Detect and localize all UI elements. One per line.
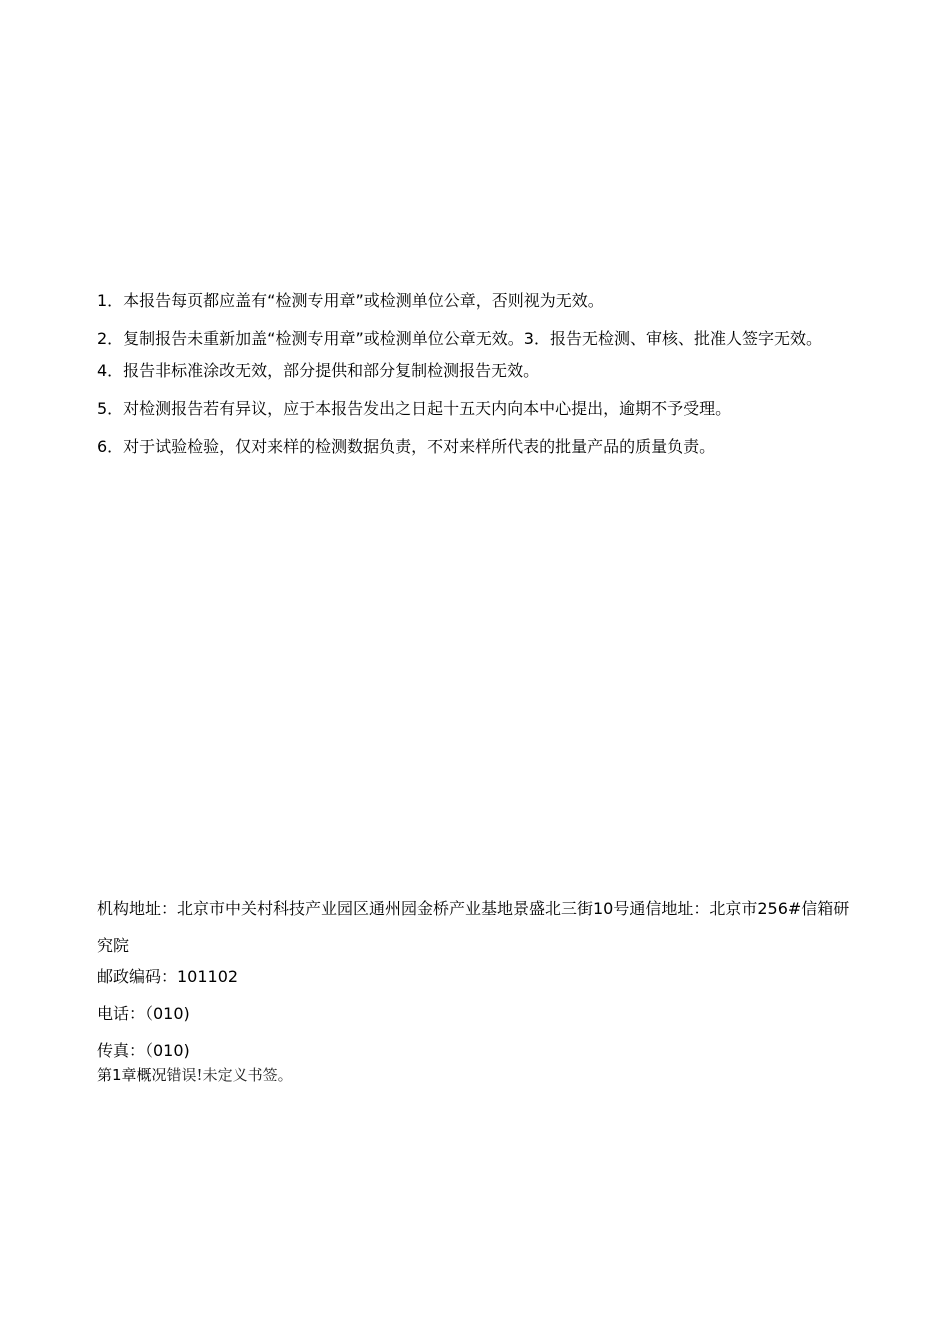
fax-line: 传真：（010) [97, 1041, 190, 1060]
address-line: 机构地址：北京市中关村科技产业园区通州园金桥产业基地景盛北三街10号通信地址：北京市256#信箱研究院 [97, 899, 850, 955]
note-item-2-3: 2．复制报告未重新加盖“检测专用章”或检测单位公章无效。3．报告无检测、审核、批准人签字无效。 [97, 329, 822, 348]
toc-bookmark-error: 错误!未定义书签。 [166, 1066, 293, 1084]
note-item-1: 1．本报告每页都应盖有“检测专用章”或检测单位公章，否则视为无效。 [97, 291, 604, 310]
note-item-4: 4．报告非标准涂改无效，部分提供和部分复制检测报告无效。 [97, 361, 540, 380]
report-notes [97, 288, 857, 472]
toc-chapter-title: 第1章概况 [97, 1066, 167, 1084]
postcode-line: 邮政编码：101102 [97, 967, 239, 986]
note-item-5: 5．对检测报告若有异议，应于本报告发出之日起十五天内向本中心提出，逾期不予受理。 [97, 399, 732, 418]
note-item-6: 6．对于试验检验，仅对来样的检测数据负责，不对来样所代表的批量产品的质量负责。 [97, 437, 716, 456]
phone-line: 电话：（010) [97, 1004, 190, 1023]
toc-entry[interactable] [97, 1064, 857, 1086]
contact-info [97, 896, 857, 1086]
